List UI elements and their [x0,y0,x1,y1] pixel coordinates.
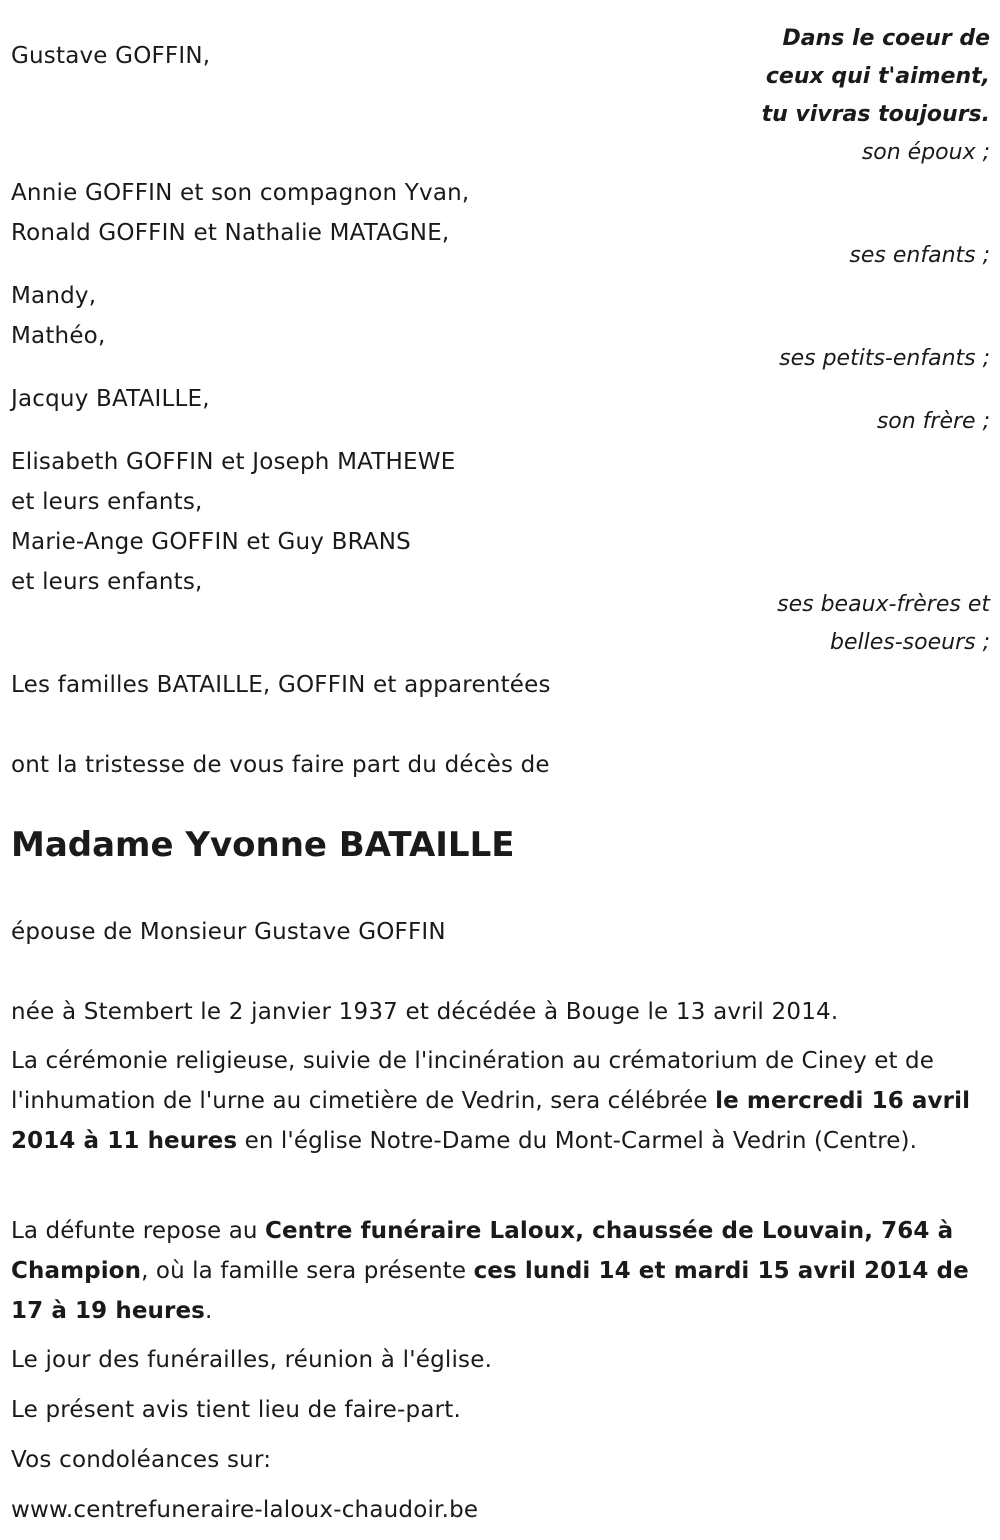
repose-text-3: . [204,1298,213,1324]
in-laws-role-line-1: ses beaux-frères et [777,592,990,617]
grandchild-1: Mandy, [11,283,97,309]
brother-role: son frère ; [876,409,990,434]
motto-line-2: ceux qui t'aiment, [765,64,990,89]
in-laws-list [11,442,455,602]
notice: Le présent avis tient lieu de faire-part. [11,1397,462,1423]
condolences-url: www.centrefuneraire-laloux-chaudoir.be [11,1497,479,1523]
child-2: Ronald GOFFIN et Nathalie MATAGNE, [11,220,450,246]
repose-paragraph [11,1211,991,1331]
ceremony-text-1: La cérémonie religieuse, suivie de l'incinération au crématorium de Ciney et de l'inhumation de l'urne au cimetière de Vedrin, sera célébrée [11,1048,934,1114]
ceremony-text-2: en l'église Notre-Dame du Mont-Carmel à Vedrin (Centre). [237,1128,918,1154]
child-1: Annie GOFFIN et son compagnon Yvan, [11,180,470,206]
grandchild-2: Mathéo, [11,323,106,349]
families: Les familles BATAILLE, GOFFIN et apparentées [11,672,551,698]
repose-dates: ces lundi 14 et mardi 15 avril 2014 de 17 à 19 heures [11,1258,969,1324]
deceased-spouse: épouse de Monsieur Gustave GOFFIN [11,919,446,945]
motto [762,20,990,134]
in-law-2: et leurs enfants, [11,489,203,515]
ceremony-date: le mercredi 16 avril 2014 à 11 heures [11,1088,971,1154]
repose-text-2: , où la famille sera présente [141,1258,474,1284]
deceased-name: Madame Yvonne BATAILLE [11,825,515,865]
motto-line-1: Dans le coeur de [782,26,990,51]
in-laws-role-line-2: belles-soeurs ; [830,630,990,655]
spouse-name: Gustave GOFFIN, [11,43,211,69]
in-laws-role [777,586,990,662]
motto-line-3: tu vivras toujours. [761,102,990,127]
in-law-3: Marie-Ange GOFFIN et Guy BRANS [11,529,411,555]
in-law-4: et leurs enfants, [11,569,203,595]
funeral-day: Le jour des funérailles, réunion à l'église. [11,1347,493,1373]
repose-text-1: La défunte repose au [11,1218,265,1244]
brother-name: Jacquy BATAILLE, [11,386,210,412]
children-list [11,173,469,253]
in-law-1: Elisabeth GOFFIN et Joseph MATHEWE [11,449,456,475]
grandchildren-role: ses petits-enfants ; [779,346,990,371]
condolences-label: Vos condoléances sur: [11,1447,272,1473]
announcement: ont la tristesse de vous faire part du décès de [11,752,550,778]
repose-location: Centre funéraire Laloux, chaussée de Louvain, 764 à Champion [11,1218,954,1284]
ceremony-paragraph [11,1041,991,1161]
children-role: ses enfants ; [849,243,990,268]
birth-death: née à Stembert le 2 janvier 1937 et décédée à Bouge le 13 avril 2014. [11,999,839,1025]
grandchildren-list [11,276,105,356]
spouse-role: son époux ; [861,140,990,165]
